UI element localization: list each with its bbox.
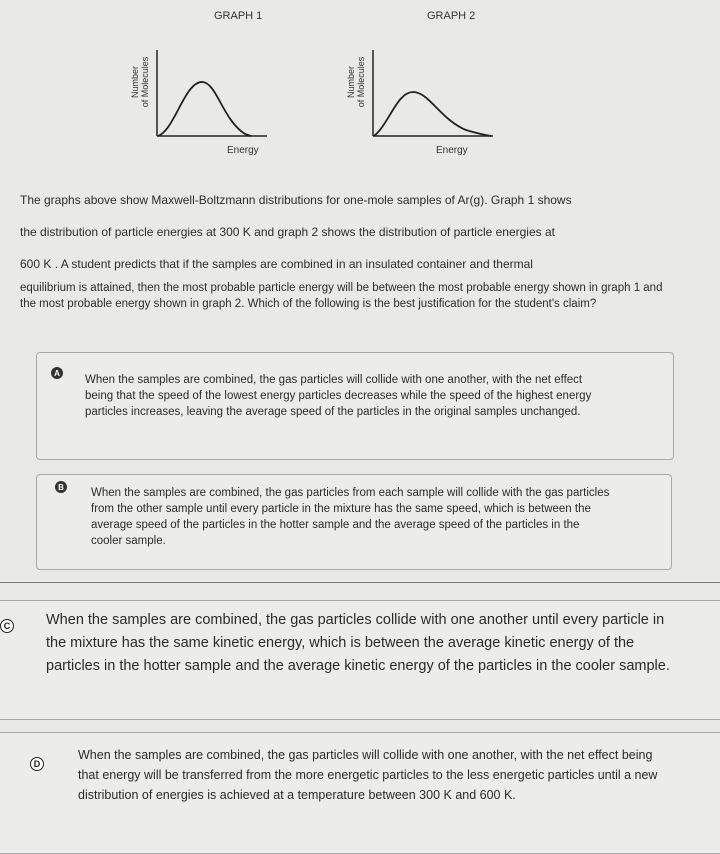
option-b-text: When the samples are combined, the gas particles from each sample will collide with the gas particles from the other sample until every particle in the mixture has the same speed, which is between the average speed of the particles in the hotter sample and the average speed of the particles in the cooler sample. bbox=[91, 487, 610, 547]
graphs-area bbox=[0, 0, 720, 180]
question-stem bbox=[20, 190, 670, 312]
graph2-xlabel: Energy bbox=[436, 145, 468, 156]
graph2-ylabel: Number of Molecules bbox=[346, 56, 366, 108]
option-c-text: When the samples are combined, the gas particles collide with one another until every particle in the mixture has the same kinetic energy, which is between the average kinetic energy of the particles in the hotter sample and the average kinetic energy of the particles in the cooler sample. bbox=[46, 612, 670, 674]
graph1-plot bbox=[155, 50, 275, 140]
graph2-curve bbox=[374, 92, 491, 136]
graph1-ylabel: Number of Molecules bbox=[130, 56, 150, 108]
question-line-1: The graphs above show Maxwell-Boltzmann distributions for one-mole samples of Ar(g). Graph 1 shows bbox=[20, 193, 572, 207]
graph2-title: GRAPH 2 bbox=[427, 10, 476, 22]
question-line-2: the distribution of particle energies at 300 K and graph 2 shows the distribution of particle energies at bbox=[20, 225, 555, 239]
divider bbox=[0, 582, 720, 583]
question-line-4: equilibrium is attained, then the most probable particle energy will be between the most probable energy shown in graph 1 and the most probable energy shown in graph 2. Which of the following is the best justification for the student's claim? bbox=[20, 282, 663, 310]
graph2-plot bbox=[371, 50, 501, 140]
graph1-title: GRAPH 1 bbox=[214, 10, 263, 22]
option-d[interactable] bbox=[0, 732, 720, 854]
option-b[interactable] bbox=[36, 474, 672, 570]
option-c-badge: C bbox=[0, 619, 14, 633]
graph1-curve bbox=[158, 82, 251, 136]
option-a-badge: A bbox=[51, 367, 63, 379]
option-b-badge: B bbox=[55, 481, 67, 493]
graph1-xlabel: Energy bbox=[227, 145, 259, 156]
option-a-text: When the samples are combined, the gas particles will collide with one another, with the net effect being that the speed of the lowest energy particles decreases while the speed of the highest energy particles increases, leaving the average speed of the particles in the original samples unchanged. bbox=[85, 374, 592, 418]
option-d-text: When the samples are combined, the gas particles will collide with one another, with the net effect being that energy will be transferred from the more energetic particles to the less energetic particles until a new distribution of energies is achieved at a temperature between 300 K and 600 K. bbox=[78, 748, 658, 802]
option-c[interactable] bbox=[0, 600, 720, 720]
question-line-3: 600 K . A student predicts that if the samples are combined in an insulated container and thermal bbox=[20, 257, 533, 271]
option-d-badge: D bbox=[30, 757, 44, 771]
option-a[interactable] bbox=[36, 352, 674, 460]
